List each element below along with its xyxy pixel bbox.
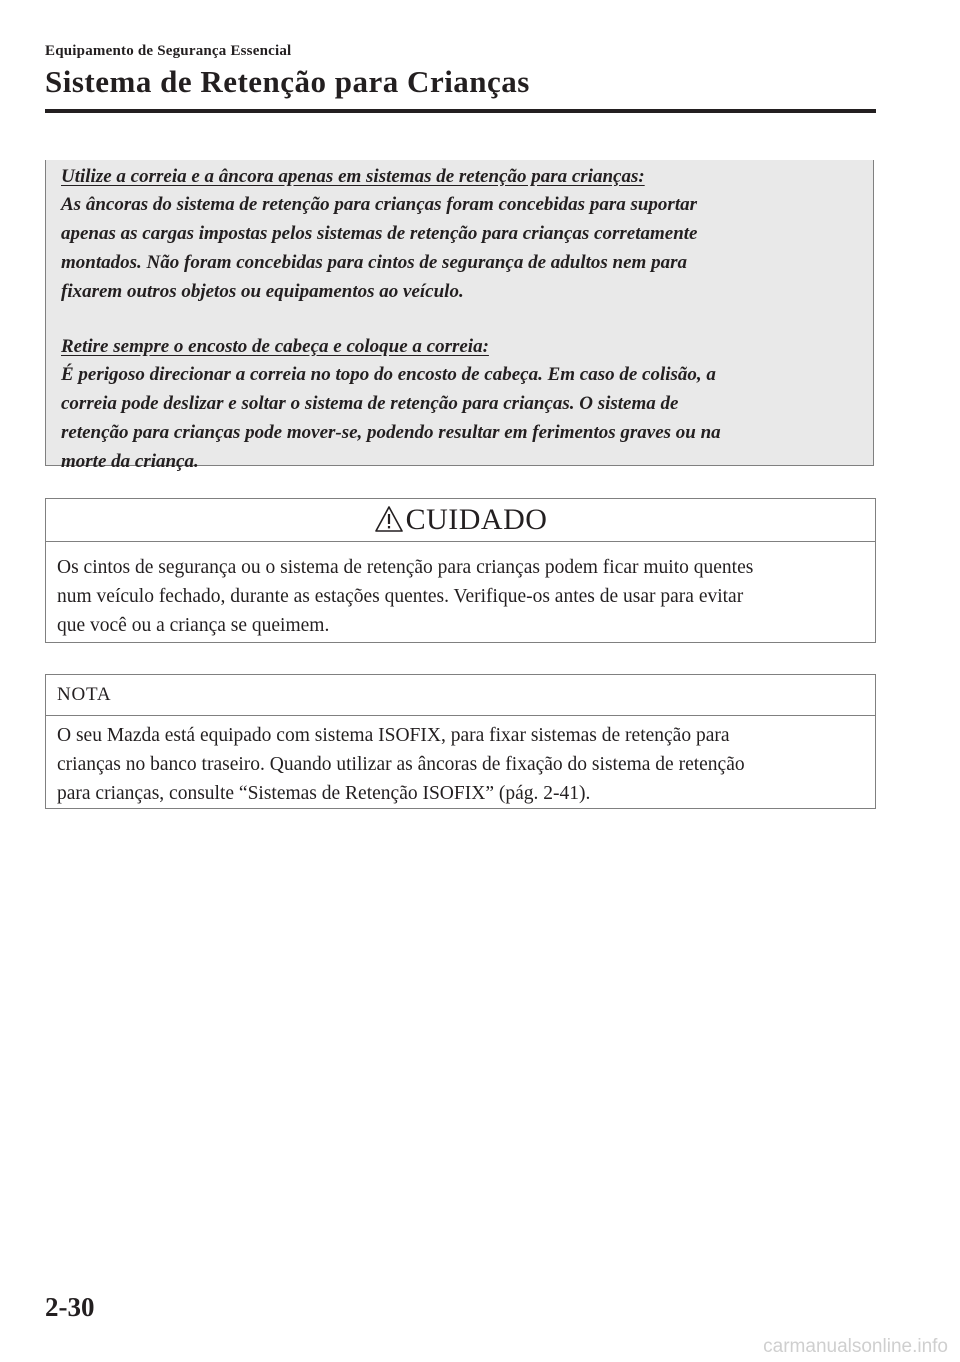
warning-continuation-box xyxy=(45,160,874,472)
caution-text-line: num veículo fechado, durante as estações quentes. Verifique-os antes de usar para evitar xyxy=(57,586,744,607)
caution-text-line: Os cintos de segurança ou o sistema de retenção para crianças podem ficar muito quentes xyxy=(57,557,754,578)
caution-header xyxy=(46,499,875,542)
warning-text-line: correia pode deslizar e soltar o sistema de retenção para crianças. O sistema de xyxy=(61,393,679,414)
title-divider xyxy=(45,109,876,113)
note-title: NOTA xyxy=(57,684,112,705)
watermark: carmanualsonline.info xyxy=(763,1336,948,1357)
warning-text-line: fixarem outros objetos ou equipamentos ao veículo. xyxy=(61,281,464,302)
warning-text-line: morte da criança. xyxy=(61,451,199,472)
note-text-line: crianças no banco traseiro. Quando utilizar as âncoras de fixação do sistema de retenção xyxy=(57,754,745,775)
warning-heading-tether: Utilize a correia e a âncora apenas em sistemas de retenção para crianças: xyxy=(61,166,645,187)
caution-text-line: que você ou a criança se queimem. xyxy=(57,615,330,636)
caution-title: CUIDADO xyxy=(405,503,548,536)
note-text-line: para crianças, consulte “Sistemas de Retenção ISOFIX” (pág. 2-41). xyxy=(57,783,591,804)
note-body xyxy=(46,716,875,808)
warning-text-line: É perigoso direcionar a correia no topo do encosto de cabeça. Em caso de colisão, a xyxy=(61,364,716,385)
section-label: Equipamento de Segurança Essencial xyxy=(45,43,292,59)
warning-text-line: montados. Não foram concebidas para cintos de segurança de adultos nem para xyxy=(61,252,687,273)
note-header xyxy=(46,675,875,716)
note-box xyxy=(45,674,876,809)
caution-body xyxy=(46,542,875,640)
page-title: Sistema de Retenção para Crianças xyxy=(45,64,530,99)
warning-text-line: apenas as cargas impostas pelos sistemas de retenção para crianças corretamente xyxy=(61,223,698,244)
warning-triangle-icon xyxy=(374,505,404,533)
caution-box xyxy=(45,498,876,643)
warning-heading-headrest: Retire sempre o encosto de cabeça e coloque a correia: xyxy=(61,336,489,357)
page-number: 2-30 xyxy=(45,1292,95,1322)
warning-text-line: As âncoras do sistema de retenção para crianças foram concebidas para suportar xyxy=(61,194,697,215)
note-text-line: O seu Mazda está equipado com sistema ISOFIX, para fixar sistemas de retenção para xyxy=(57,725,730,746)
paragraph-spacer xyxy=(61,306,859,333)
warning-text-line: retenção para crianças pode mover-se, podendo resultar em ferimentos graves ou na xyxy=(61,422,721,443)
